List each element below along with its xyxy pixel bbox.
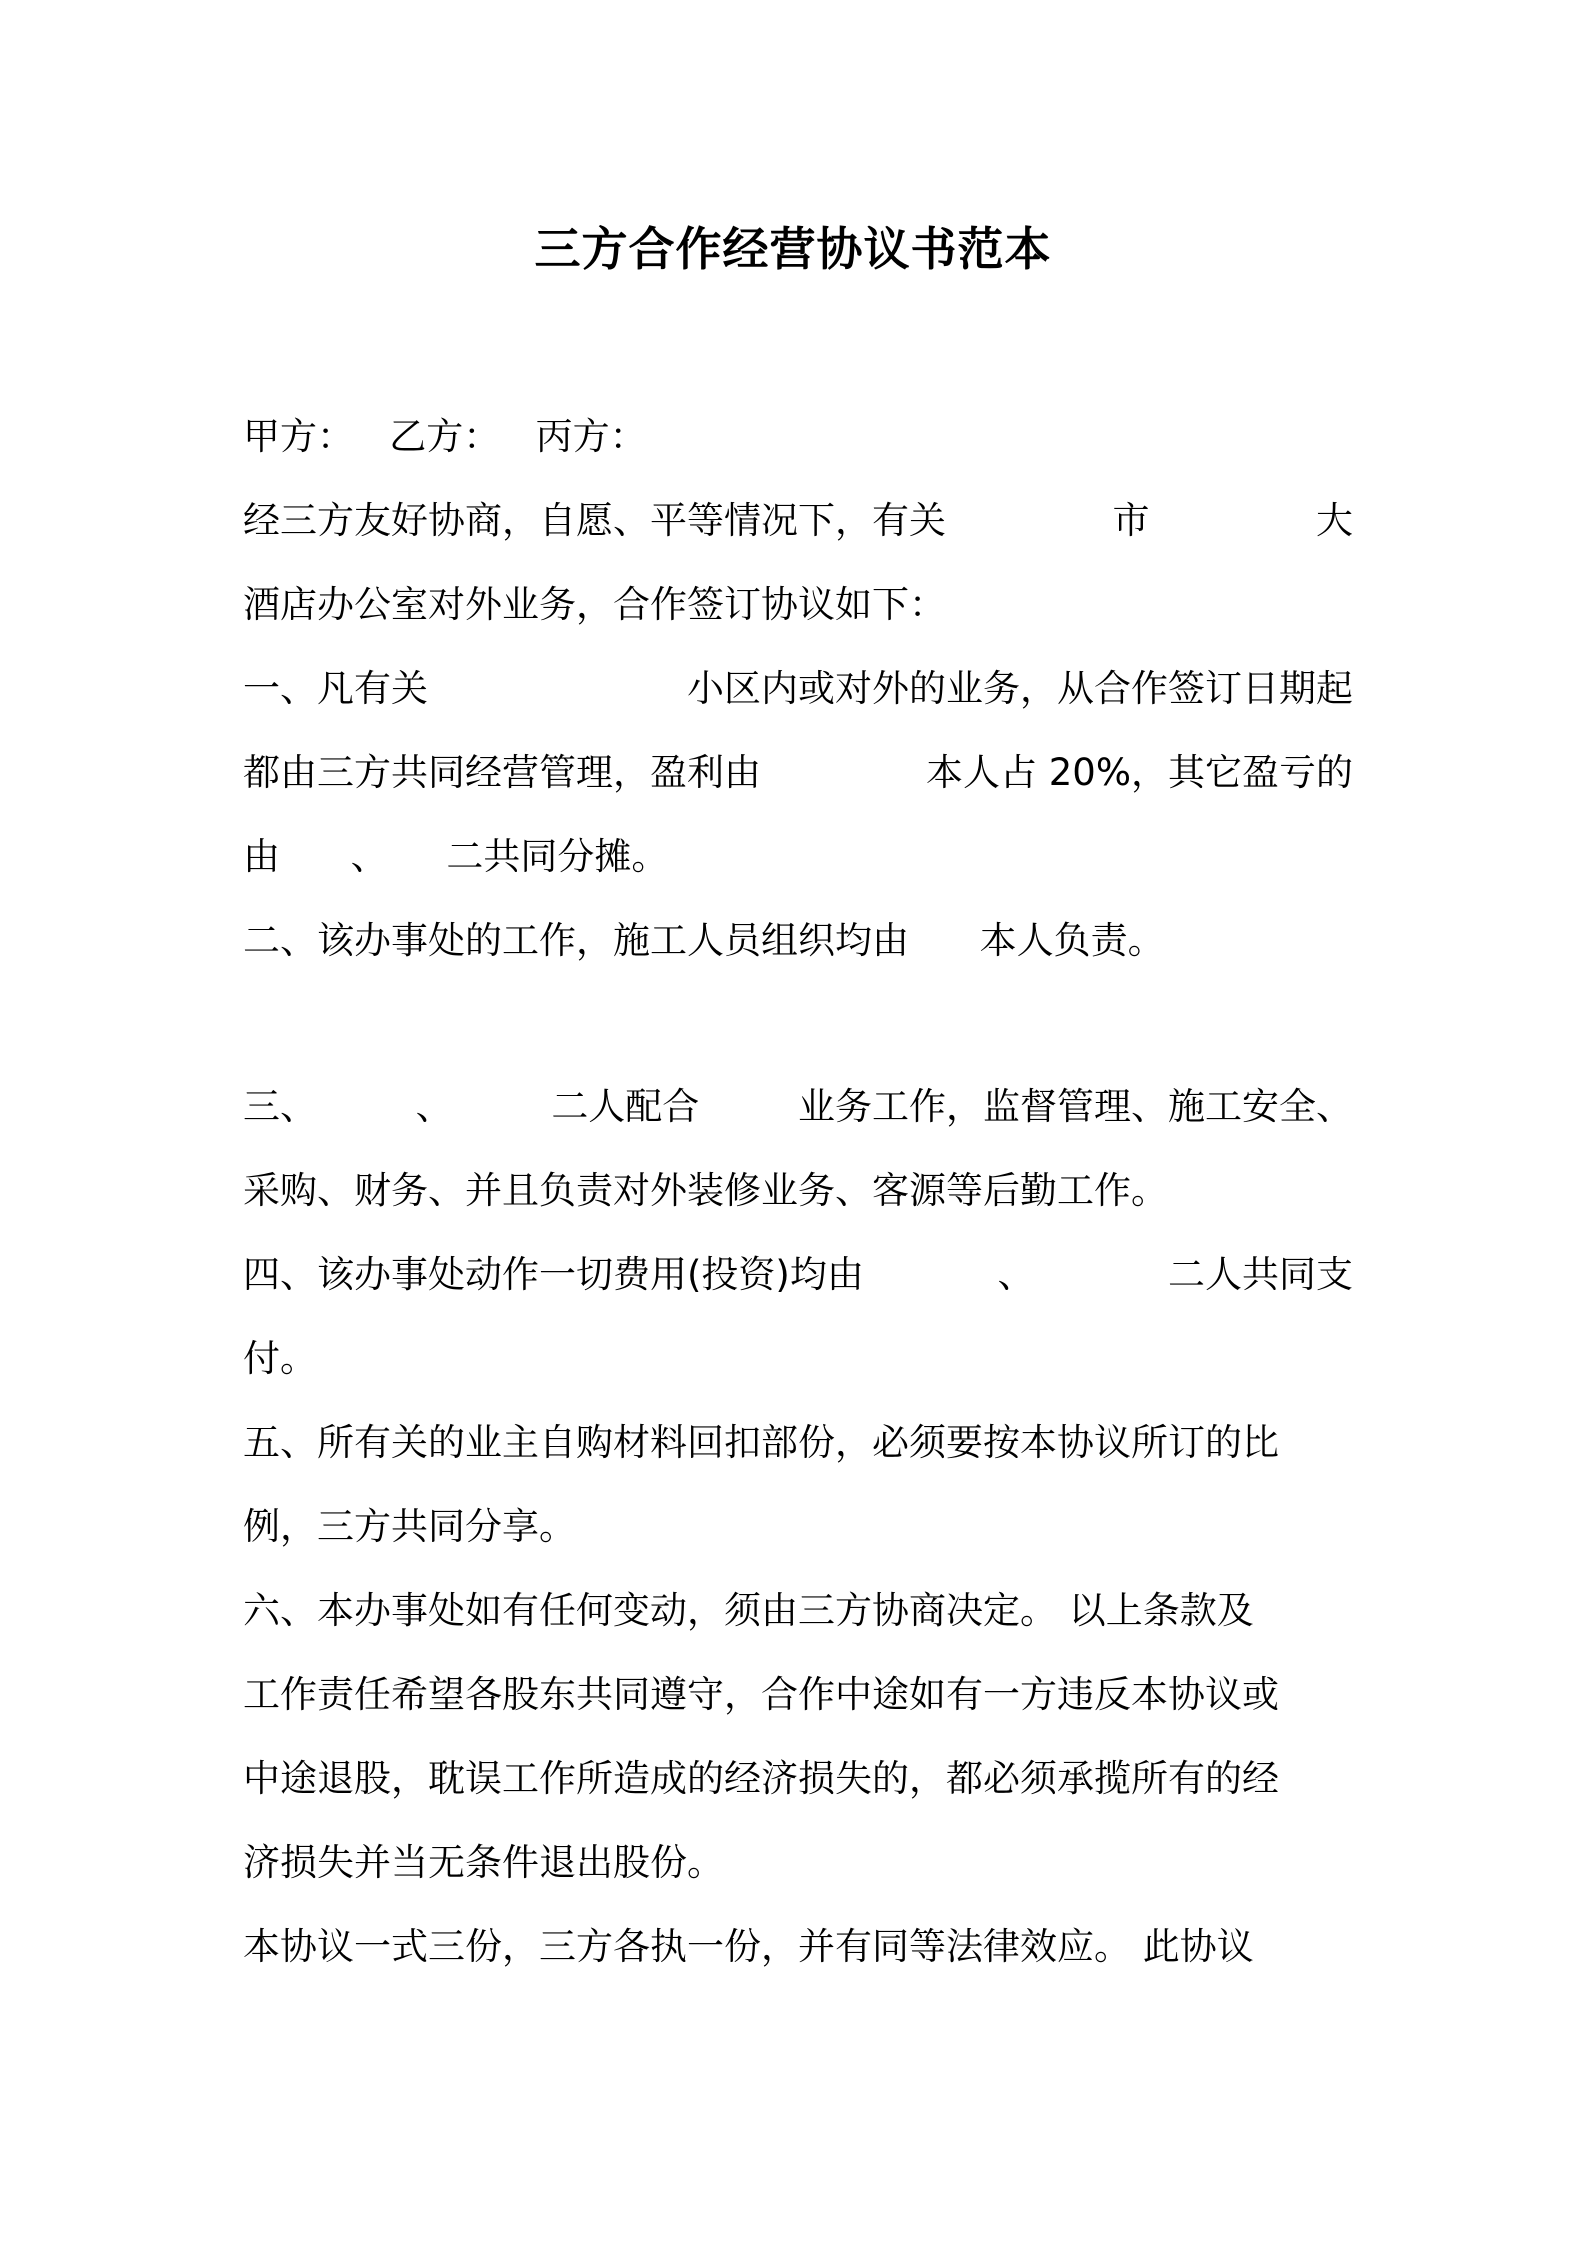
clause-3-line-1 bbox=[243, 1076, 1353, 1138]
clause-1-segment-1: 一、凡有关 bbox=[243, 667, 428, 710]
clause-4-line-2: 付。 bbox=[243, 1337, 317, 1380]
clause-1-segment-4: 本人占 20%，其它盈亏的 bbox=[926, 751, 1353, 794]
parties-line: 甲方： 乙方： 丙方： bbox=[243, 415, 647, 458]
clause-1-segment-2: 小区内或对外的业务，从合作签订日期起 bbox=[687, 667, 1353, 710]
clause-3-line-2: 采购、财务、并且负责对外装修业务、客源等后勤工作。 bbox=[243, 1169, 1168, 1212]
intro-segment-3: 大 bbox=[1316, 499, 1353, 542]
clause-3-segment-1: 三、 bbox=[243, 1085, 317, 1128]
clause-3-segment-2: 、 bbox=[415, 1085, 453, 1128]
clause-2-line: 二、该办事处的工作，施工人员组织均由 本人负责。 bbox=[243, 919, 1165, 962]
clause-1-segment-3: 都由三方共同经营管理，盈利由 bbox=[243, 751, 761, 794]
document-title: 三方合作经营协议书范本 bbox=[534, 222, 1052, 276]
clause-6-line-1: 六、本办事处如有任何变动，须由三方协商决定。 以上条款及 bbox=[243, 1589, 1254, 1632]
intro-line-2: 酒店办公室对外业务，合作签订协议如下： bbox=[243, 583, 946, 626]
closing-line: 本协议一式三份，三方各执一份，并有同等法律效应。 此协议 bbox=[243, 1925, 1254, 1968]
clause-3-segment-4: 业务工作，监督管理、施工安全、 bbox=[797, 1085, 1353, 1128]
clause-4-segment-3: 二人共同支 bbox=[1168, 1253, 1353, 1296]
clause-6-line-2: 工作责任希望各股东共同遵守，合作中途如有一方违反本协议或 bbox=[243, 1673, 1279, 1716]
clause-4-segment-2: 、 bbox=[997, 1253, 1035, 1296]
clause-1-line-3: 由 、 二共同分摊。 bbox=[243, 835, 669, 878]
clause-6-line-3: 中途退股，耽误工作所造成的经济损失的，都必须承揽所有的经 bbox=[243, 1757, 1279, 1800]
clause-5-line-1: 五、所有关的业主自购材料回扣部份，必须要按本协议所订的比 bbox=[243, 1421, 1279, 1464]
intro-segment-1: 经三方友好协商，自愿、平等情况下，有关 bbox=[243, 499, 946, 542]
clause-6-line-4: 济损失并当无条件退出股份。 bbox=[243, 1841, 724, 1884]
clause-4-segment-1: 四、该办事处动作一切费用(投资)均由 bbox=[243, 1253, 864, 1296]
clause-1-line-2 bbox=[243, 742, 1353, 804]
clause-3-segment-3: 二人配合 bbox=[551, 1085, 700, 1128]
clause-1-line-1 bbox=[243, 658, 1353, 720]
intro-segment-2: 市 bbox=[1112, 499, 1150, 542]
intro-line-1 bbox=[243, 490, 1353, 552]
clause-4-line-1 bbox=[243, 1244, 1353, 1306]
clause-5-line-2: 例，三方共同分享。 bbox=[243, 1505, 576, 1548]
